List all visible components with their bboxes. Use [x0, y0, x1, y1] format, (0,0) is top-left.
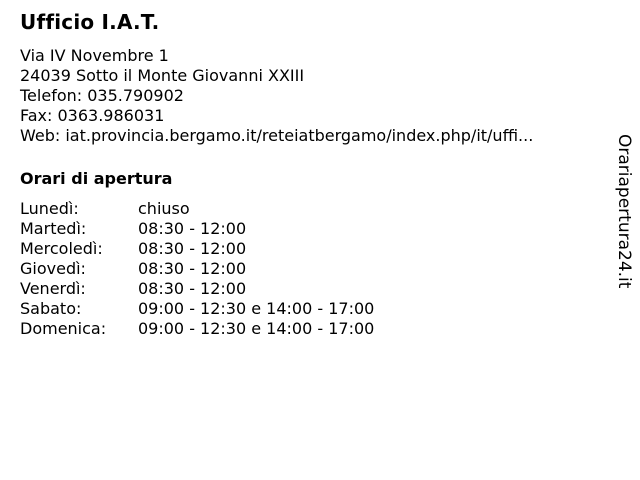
hours-row-wednesday — [20, 239, 590, 259]
day-hours: 09:00 - 12:30 e 14:00 - 17:00 — [138, 319, 375, 338]
opening-hours-table — [20, 199, 590, 339]
day-label: Sabato: — [20, 299, 82, 318]
hours-row-sunday — [20, 319, 590, 339]
hours-row-thursday — [20, 259, 590, 279]
day-hours: 09:00 - 12:30 e 14:00 - 17:00 — [138, 299, 375, 318]
opening-hours-heading: Orari di apertura — [20, 169, 173, 188]
address-street: Via IV Novembre 1 — [20, 46, 169, 65]
day-label: Martedì: — [20, 219, 87, 238]
day-hours: chiuso — [138, 199, 190, 218]
day-label: Domenica: — [20, 319, 107, 338]
day-hours: 08:30 - 12:00 — [138, 239, 247, 258]
day-label: Mercoledì: — [20, 239, 103, 258]
day-hours: 08:30 - 12:00 — [138, 219, 247, 238]
website-link[interactable]: Web: iat.provincia.bergamo.it/reteiatbergamo/index.php/it/uffi... — [20, 126, 534, 145]
site-watermark: Orariapertura24.it — [614, 134, 634, 289]
hours-row-saturday — [20, 299, 590, 319]
day-label: Lunedì: — [20, 199, 79, 218]
phone-number[interactable]: Telefon: 035.790902 — [20, 86, 184, 105]
address-city: 24039 Sotto il Monte Giovanni XXIII — [20, 66, 305, 85]
hours-row-monday — [20, 199, 590, 219]
day-label: Giovedì: — [20, 259, 86, 278]
day-hours: 08:30 - 12:00 — [138, 259, 247, 278]
office-card — [20, 8, 590, 339]
day-hours: 08:30 - 12:00 — [138, 279, 247, 298]
hours-row-friday — [20, 279, 590, 299]
hours-row-tuesday — [20, 219, 590, 239]
office-name: Ufficio I.A.T. — [20, 10, 160, 34]
day-label: Venerdì: — [20, 279, 86, 298]
fax-number: Fax: 0363.986031 — [20, 106, 165, 125]
